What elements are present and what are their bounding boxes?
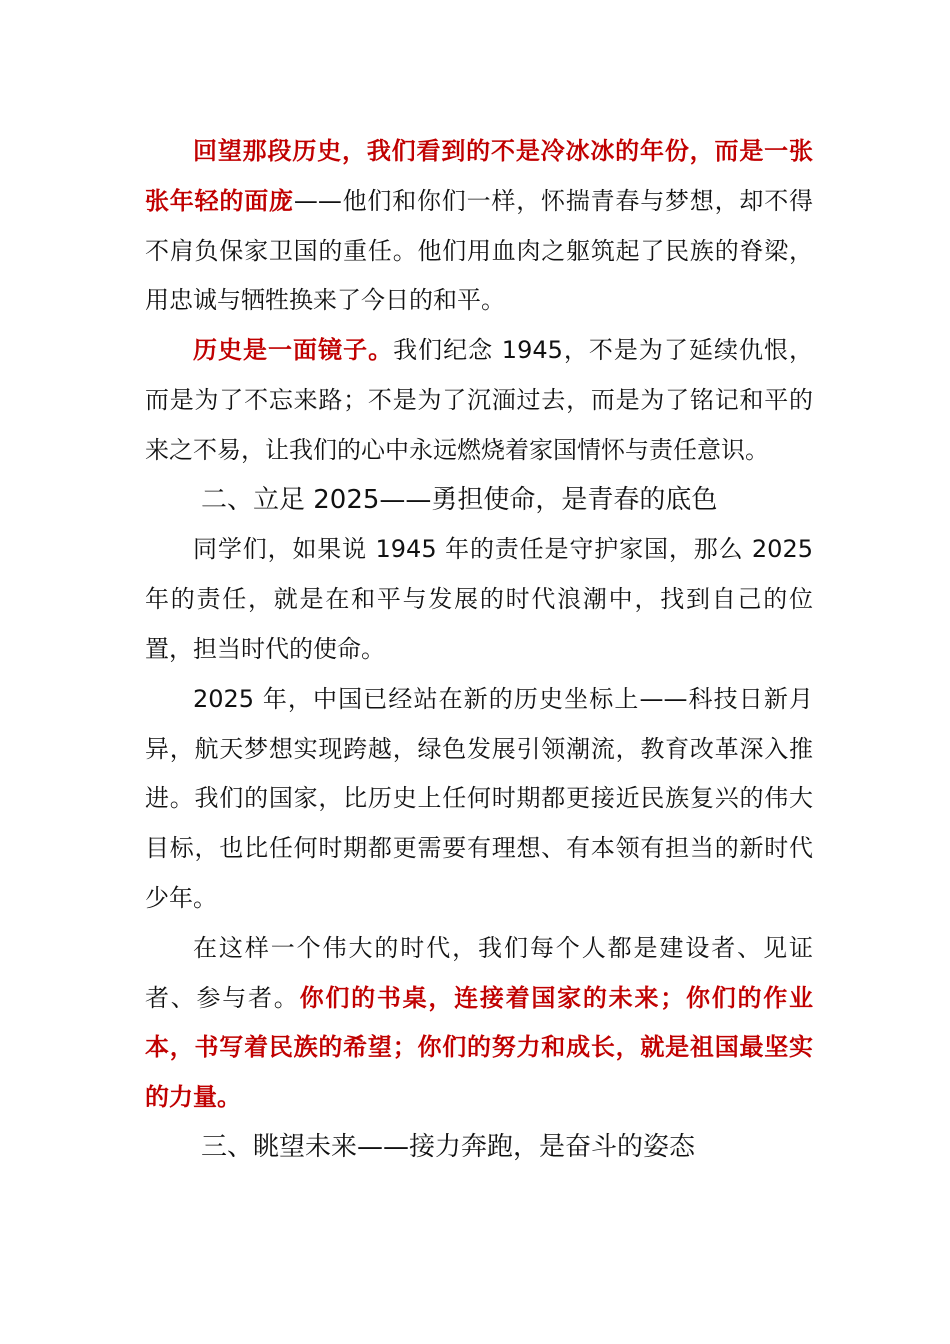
body-text: ——他们和你们一样，怀揣青春与梦想，却不得不肩负保家卫国的重任。他们用血肉之躯筑起了民族的脊梁，用忠诚与牺牲换来了今日的和平。: [145, 186, 814, 315]
emphasis-text: 历史是一面镜子。: [193, 336, 394, 365]
section-heading-three: 三、眺望未来——接力奔跑，是奋斗的姿态: [201, 1131, 696, 1162]
paragraph-responsibility: 同学们，如果说 1945 年的责任是守护家国，那么 2025 年的责任，就是在和平与发展的时代浪潮中，找到自己的位置，担当时代的使命。: [145, 535, 813, 663]
body-text: 在这样一个伟大的时代，我们每个人都是建设者、见证者、参与者。: [145, 933, 813, 1012]
section-heading-two: 二、立足 2025——勇担使命，是青春的底色: [201, 484, 718, 515]
body-text: 我们纪念 1945，不是为了延续仇恨，而是为了不忘来路；不是为了沉湎过去，而是为了铭记和平的来之不易，让我们的心中永远燃烧着家国情怀与责任意识。: [145, 336, 813, 464]
paragraph-history-faces: [145, 127, 813, 326]
document-page: [145, 127, 813, 1173]
paragraph-era: [145, 924, 813, 1123]
paragraph-history-mirror: [145, 326, 813, 475]
emphasis-text: 你们的书桌，连接着国家的未来；你们的作业本，书写着民族的希望；你们的努力和成长，就是祖国最坚实的力量。: [145, 983, 814, 1112]
emphasis-text: 回望那段历史，我们看到的不是冷冰冰的年份，而是一张张年轻的面庞: [145, 137, 813, 215]
paragraph-china-2025: 2025 年，中国已经站在新的历史坐标上——科技日新月异，航天梦想实现跨越，绿色发展引领潮流，教育改革深入推进。我们的国家，比历史上任何时期都更接近民族复兴的伟大目标，也比任何时期都更需要有理想、有本领有担当的新时代少年。: [145, 684, 813, 912]
